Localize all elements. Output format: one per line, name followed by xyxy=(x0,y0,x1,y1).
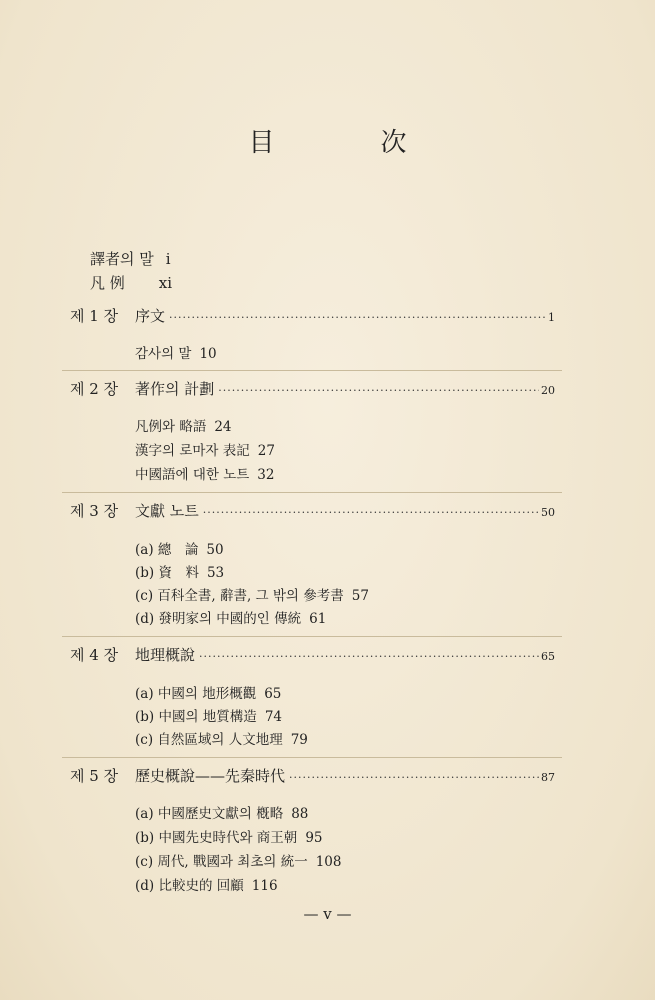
chapter-row-3 xyxy=(70,500,555,521)
dot-leader xyxy=(199,650,539,663)
chapter-row-5 xyxy=(70,765,555,786)
divider xyxy=(62,636,562,637)
section-label: (c) 周代, 戰國과 최초의 統一 xyxy=(135,854,308,870)
divider xyxy=(62,757,562,758)
section-label: (d) 比較史的 回顧 xyxy=(135,878,244,894)
section-item xyxy=(135,682,281,702)
section-page: 88 xyxy=(291,806,309,822)
chapter-number: 제 5 장 xyxy=(70,767,119,785)
chapter-number: 제 2 장 xyxy=(70,380,119,398)
section-page: 10 xyxy=(199,346,217,362)
chapter-title: 文獻 노트 xyxy=(135,502,199,520)
section-label: 漢字의 로마자 表記 xyxy=(135,443,250,459)
section-item xyxy=(135,607,326,627)
section-label: (a) 中國歷史文獻의 槪略 xyxy=(135,806,284,822)
front-matter-label: 凡 例 xyxy=(90,274,125,292)
section-label: (c) 自然區域의 人文地理 xyxy=(135,732,283,748)
section-item xyxy=(135,538,224,558)
dot-leader xyxy=(289,771,539,784)
chapter-row-1 xyxy=(70,305,555,326)
front-matter-page: i xyxy=(165,250,171,268)
chapter-number: 제 1 장 xyxy=(70,307,119,325)
chapter-number: 제 3 장 xyxy=(70,502,119,520)
section-item xyxy=(135,415,232,435)
chapter-row-4 xyxy=(70,644,555,665)
section-page: 57 xyxy=(351,588,369,604)
section-page: 50 xyxy=(206,542,224,558)
dot-leader xyxy=(218,384,539,397)
section-page: 79 xyxy=(290,732,308,748)
chapter-page: 65 xyxy=(541,650,555,663)
front-matter-page: xi xyxy=(158,274,173,292)
section-label: 中國語에 대한 노트 xyxy=(135,467,250,483)
section-label: (a) 總 論 xyxy=(135,542,199,558)
section-page: 27 xyxy=(257,443,275,459)
section-item xyxy=(135,705,282,725)
section-page: 65 xyxy=(264,686,282,702)
section-item xyxy=(135,584,369,604)
section-page: 74 xyxy=(264,709,282,725)
section-page: 108 xyxy=(315,854,342,870)
section-page: 95 xyxy=(305,830,323,846)
section-item xyxy=(135,802,308,822)
divider xyxy=(62,492,562,493)
divider xyxy=(62,370,562,371)
section-label: (c) 百科全書, 辭書, 그 밖의 參考書 xyxy=(135,588,344,604)
section-label: (b) 中國의 地質構造 xyxy=(135,709,257,725)
section-item xyxy=(135,874,278,894)
dot-leader xyxy=(203,506,539,519)
section-label: (b) 中國先史時代와 商王朝 xyxy=(135,830,298,846)
section-page: 53 xyxy=(206,565,225,581)
section-label: (a) 中國의 地形概觀 xyxy=(135,686,257,702)
page-title: 目 次 xyxy=(248,128,447,158)
section-page: 24 xyxy=(214,419,232,435)
section-page: 61 xyxy=(309,611,327,627)
dot-leader xyxy=(169,311,546,324)
section-label: (b) 資 料 xyxy=(135,565,199,581)
chapter-page: 87 xyxy=(541,771,555,784)
section-item xyxy=(135,439,275,459)
chapter-title: 序文 xyxy=(135,307,166,325)
section-label: (d) 發明家의 中國的인 傳統 xyxy=(135,611,302,627)
section-item xyxy=(135,728,308,748)
chapter-title: 著作의 計劃 xyxy=(135,380,215,398)
front-matter-item xyxy=(90,248,171,269)
section-item xyxy=(135,342,217,362)
section-item xyxy=(135,850,342,870)
page-number-footer: — v — xyxy=(303,905,352,923)
section-label: 감사의 말 xyxy=(135,346,192,362)
section-item xyxy=(135,561,224,581)
chapter-page: 1 xyxy=(548,311,555,324)
section-page: 32 xyxy=(257,467,275,483)
chapter-row-2 xyxy=(70,378,555,399)
chapter-number: 제 4 장 xyxy=(70,646,119,664)
front-matter-label: 譯者의 말 xyxy=(90,250,154,268)
section-page: 116 xyxy=(251,878,278,894)
chapter-title: 歷史概說——先秦時代 xyxy=(135,767,286,785)
section-item xyxy=(135,463,274,483)
section-item xyxy=(135,826,323,846)
chapter-page: 20 xyxy=(541,384,555,397)
chapter-title: 地理概說 xyxy=(135,646,196,664)
chapter-page: 50 xyxy=(541,506,555,519)
section-label: 凡例와 略語 xyxy=(135,419,207,435)
front-matter-item xyxy=(90,272,172,293)
